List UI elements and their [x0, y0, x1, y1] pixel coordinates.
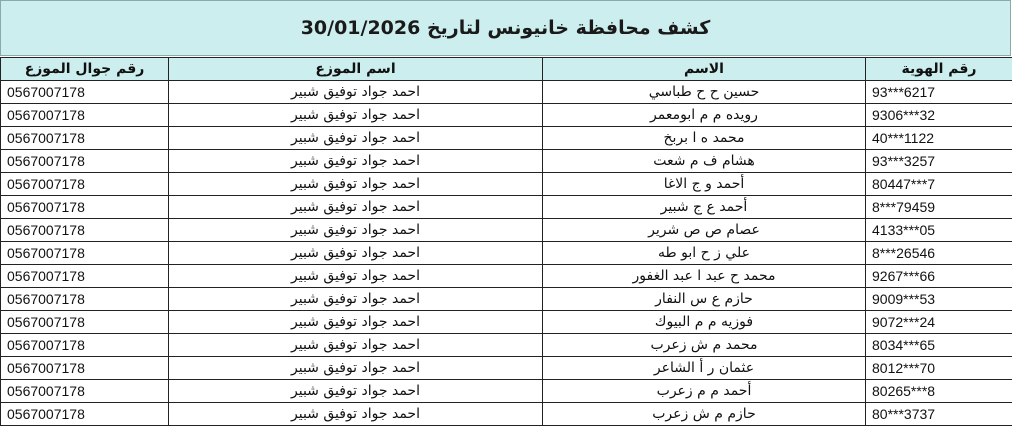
- cell-distributor[interactable]: احمد جواد توفيق شبير: [169, 334, 543, 357]
- table-row: [1, 403, 1012, 426]
- header-phone: رقم جوال الموزع: [1, 58, 169, 81]
- distribution-table: [0, 57, 1012, 426]
- table-row: [1, 219, 1012, 242]
- cell-distributor[interactable]: احمد جواد توفيق شبير: [169, 173, 543, 196]
- cell-phone[interactable]: 0567007178: [1, 104, 169, 127]
- cell-phone[interactable]: 0567007178: [1, 288, 169, 311]
- cell-distributor[interactable]: احمد جواد توفيق شبير: [169, 403, 543, 426]
- cell-id[interactable]: 40***1122: [866, 127, 1012, 150]
- cell-distributor[interactable]: احمد جواد توفيق شبير: [169, 104, 543, 127]
- cell-distributor[interactable]: احمد جواد توفيق شبير: [169, 150, 543, 173]
- cell-id[interactable]: 9267***66: [866, 265, 1012, 288]
- cell-phone[interactable]: 0567007178: [1, 380, 169, 403]
- table-row: [1, 196, 1012, 219]
- cell-name[interactable]: أحمد ع ج شبير: [543, 196, 866, 219]
- cell-distributor[interactable]: احمد جواد توفيق شبير: [169, 311, 543, 334]
- cell-name[interactable]: حازم م ش زعرب: [543, 403, 866, 426]
- cell-distributor[interactable]: احمد جواد توفيق شبير: [169, 265, 543, 288]
- cell-distributor[interactable]: احمد جواد توفيق شبير: [169, 357, 543, 380]
- cell-phone[interactable]: 0567007178: [1, 150, 169, 173]
- cell-distributor[interactable]: احمد جواد توفيق شبير: [169, 196, 543, 219]
- table-row: [1, 265, 1012, 288]
- cell-id[interactable]: 8***26546: [866, 242, 1012, 265]
- cell-distributor[interactable]: احمد جواد توفيق شبير: [169, 380, 543, 403]
- header-distributor: اسم الموزع: [169, 58, 543, 81]
- cell-distributor[interactable]: احمد جواد توفيق شبير: [169, 288, 543, 311]
- cell-name[interactable]: حازم ع س النفار: [543, 288, 866, 311]
- cell-name[interactable]: محمد م ش زعرب: [543, 334, 866, 357]
- table-row: [1, 81, 1012, 104]
- cell-name[interactable]: عثمان ر أ الشاعر: [543, 357, 866, 380]
- cell-id[interactable]: 80***3737: [866, 403, 1012, 426]
- cell-phone[interactable]: 0567007178: [1, 127, 169, 150]
- cell-phone[interactable]: 0567007178: [1, 81, 169, 104]
- cell-phone[interactable]: 0567007178: [1, 242, 169, 265]
- cell-name[interactable]: علي ز ح ابو طه: [543, 242, 866, 265]
- cell-name[interactable]: محمد ح عبد ا عبد الغفور: [543, 265, 866, 288]
- cell-id[interactable]: 4133***05: [866, 219, 1012, 242]
- cell-name[interactable]: أحمد م م زعرب: [543, 380, 866, 403]
- cell-id[interactable]: 93***6217: [866, 81, 1012, 104]
- title-bar: [0, 0, 1011, 56]
- cell-name[interactable]: أحمد و ج الاغا: [543, 173, 866, 196]
- header-id: رقم الهوية: [866, 58, 1012, 81]
- table-row: [1, 150, 1012, 173]
- table-row: [1, 127, 1012, 150]
- cell-id[interactable]: 8034***65: [866, 334, 1012, 357]
- cell-id[interactable]: 8***79459: [866, 196, 1012, 219]
- table-row: [1, 104, 1012, 127]
- cell-distributor[interactable]: احمد جواد توفيق شبير: [169, 219, 543, 242]
- table-row: [1, 334, 1012, 357]
- cell-name[interactable]: محمد ه ا بربخ: [543, 127, 866, 150]
- table-row: [1, 242, 1012, 265]
- table-row: [1, 311, 1012, 334]
- cell-id[interactable]: 80265***8: [866, 380, 1012, 403]
- cell-phone[interactable]: 0567007178: [1, 357, 169, 380]
- cell-id[interactable]: 8012***70: [866, 357, 1012, 380]
- cell-distributor[interactable]: احمد جواد توفيق شبير: [169, 127, 543, 150]
- cell-distributor[interactable]: احمد جواد توفيق شبير: [169, 242, 543, 265]
- cell-phone[interactable]: 0567007178: [1, 196, 169, 219]
- header-row: [1, 58, 1012, 81]
- page-title: كشف محافظة خانيونس لتاريخ 30/01/2026: [300, 17, 711, 39]
- cell-name[interactable]: حسين ح ح طباسي: [543, 81, 866, 104]
- table-row: [1, 173, 1012, 196]
- cell-phone[interactable]: 0567007178: [1, 311, 169, 334]
- table-row: [1, 288, 1012, 311]
- table-body: [1, 81, 1012, 426]
- cell-phone[interactable]: 0567007178: [1, 265, 169, 288]
- cell-id[interactable]: 93***3257: [866, 150, 1012, 173]
- cell-name[interactable]: هشام ف م شعت: [543, 150, 866, 173]
- cell-name[interactable]: رويده م م ابومعمر: [543, 104, 866, 127]
- table-row: [1, 357, 1012, 380]
- table-row: [1, 380, 1012, 403]
- cell-distributor[interactable]: احمد جواد توفيق شبير: [169, 81, 543, 104]
- header-name: الاسم: [543, 58, 866, 81]
- cell-phone[interactable]: 0567007178: [1, 219, 169, 242]
- cell-name[interactable]: فوزيه م م البيوك: [543, 311, 866, 334]
- cell-phone[interactable]: 0567007178: [1, 403, 169, 426]
- cell-id[interactable]: 9009***53: [866, 288, 1012, 311]
- cell-phone[interactable]: 0567007178: [1, 334, 169, 357]
- cell-id[interactable]: 9306***32: [866, 104, 1012, 127]
- cell-id[interactable]: 9072***24: [866, 311, 1012, 334]
- cell-phone[interactable]: 0567007178: [1, 173, 169, 196]
- cell-name[interactable]: عصام ص ص شرير: [543, 219, 866, 242]
- cell-id[interactable]: 80447***7: [866, 173, 1012, 196]
